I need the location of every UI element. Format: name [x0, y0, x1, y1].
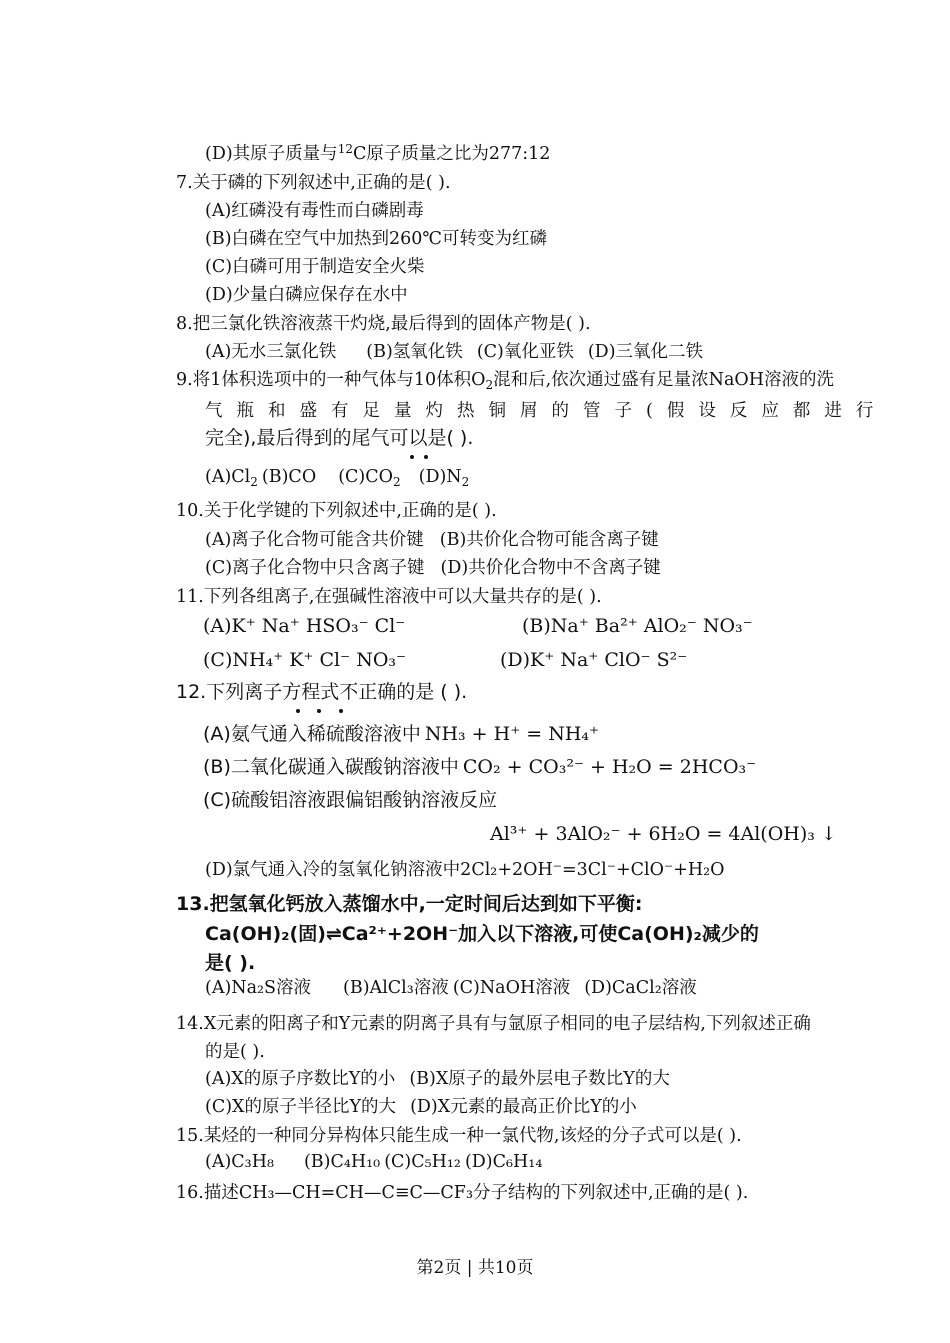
q12-option-b: [203, 755, 756, 779]
q10-option-b: (B)共价化合物可能含离子键: [439, 530, 659, 550]
q10-options-row1: [205, 528, 659, 552]
q12-b-equation: CO₂ + CO₃²⁻ + H₂O = 2HCO₃⁻: [462, 756, 757, 778]
q13-stem-line3: 是( ).: [205, 952, 256, 974]
q10-option-d: (D)共价化合物中不含离子键: [440, 558, 661, 578]
q15-option-c: (C)C₅H₁₂: [384, 1152, 461, 1172]
q11-option-b: (B)Na⁺ Ba²⁺ AlO₂⁻ NO₃⁻: [522, 615, 753, 637]
q9-stem-post: 混和后,依次通过盛有足量浓NaOH溶液的洗: [493, 370, 835, 390]
q10-stem: 10.关于化学键的下列叙述中,正确的是( ).: [176, 501, 497, 521]
q12-option-c-text: (C)硫酸铝溶液跟偏铝酸钠溶液反应: [203, 789, 498, 811]
q13-stem-line1: 13.把氢氧化钙放入蒸馏水中,一定时间后达到如下平衡:: [176, 893, 643, 915]
q15-option-a: (A)C₃H₈: [205, 1152, 274, 1172]
q11-option-c: (C)NH₄⁺ K⁺ Cl⁻ NO₃⁻: [203, 649, 407, 671]
q9-stem-sub: 2: [485, 378, 494, 392]
q13-stem-line2: Ca(OH)₂(固)⇌Ca²⁺+2OH⁻加入以下溶液,可使Ca(OH)₂减少的: [205, 923, 759, 945]
q8-options: [205, 340, 703, 364]
q8-option-c: (C)氧化亚铁: [476, 342, 574, 362]
q15-option-b: (B)C₄H₁₀: [303, 1152, 381, 1172]
q7-option-b: (B)白磷在空气中加热到260℃可转变为红磷: [205, 229, 547, 249]
q14-stem-line2: 的是( ).: [205, 1042, 265, 1062]
q12-b-text: (B)二氧化碳通入碳酸钠溶液中: [203, 756, 459, 778]
q10-option-a: (A)离子化合物可能含共价键: [205, 530, 424, 550]
q7-option-d: (D)少量白磷应保存在水中: [205, 285, 408, 305]
q13-option-b: (B)AlCl₃溶液: [343, 978, 449, 998]
q9-stem: [176, 368, 834, 392]
q9-stem-line3: 完全),最后得到的尾气可以是( ).: [205, 427, 474, 449]
q9-option-c: $(C)CO_2$: [338, 467, 401, 489]
q7-stem: 7.关于磷的下列叙述中,正确的是( ).: [176, 173, 451, 193]
q10-options-row2: [205, 556, 661, 580]
q14-stem-line1: 14.X元素的阳离子和Y元素的阴离子具有与氩原子相同的电子层结构,下列叙述正确: [176, 1014, 811, 1034]
q15-option-d: (D)C₆H₁₄: [464, 1152, 543, 1172]
q8-option-d: (D)三氧化二铁: [587, 342, 704, 362]
emphasis-dot: [410, 455, 414, 459]
q8-stem: 8.把三氯化铁溶液蒸干灼烧,最后得到的固体产物是( ).: [176, 314, 591, 334]
q9-option-a: $(A)Cl_2$: [205, 467, 258, 489]
q14-option-b: (B)X原子的最外层电子数比Y的大: [409, 1069, 670, 1089]
q8-option-b: (B)氢氧化铁: [366, 342, 463, 362]
q9-stem-line2: 气瓶和盛有足量灼热铜屑的管子(假设反应都进行: [205, 401, 888, 421]
q6-d-post: C原子质量之比为277:12: [352, 144, 551, 164]
q9-option-d: $(D)N_2$: [418, 467, 470, 489]
q9-option-b: (B)CO: [261, 467, 317, 487]
q11-stem: 11.下列各组离子,在强碱性溶液中可以大量共存的是( ).: [176, 587, 602, 607]
q12-option-a: [203, 722, 599, 746]
q12-stem: 12.下列离子方程式不正确的是 ( ).: [176, 681, 468, 703]
q14-options-row2: [205, 1095, 637, 1119]
q16-stem: 16.描述CH₃—CH=CH—C≡C—CF₃分子结构的下列叙述中,正确的是( ).: [176, 1183, 749, 1203]
q14-option-d: (D)X元素的最高正价比Y的小: [410, 1097, 637, 1117]
q12-option-c-equation: Al³⁺ + 3AlO₂⁻ + 6H₂O = 4Al(OH)₃ ↓: [490, 823, 837, 845]
q13-option-a: (A)Na₂S溶液: [205, 978, 312, 998]
q13-options: [205, 976, 697, 1000]
q13-option-c: (C)NaOH溶液: [452, 978, 571, 998]
q15-stem: 15.某烃的一种同分异构体只能生成一种一氯代物,该烃的分子式可以是( ).: [176, 1126, 742, 1146]
q7-option-c: (C)白磷可用于制造安全火柴: [205, 257, 425, 277]
page-footer: 第2页 | 共10页: [416, 1258, 534, 1278]
q6-d-pre: (D)其原子质量与: [205, 144, 338, 164]
q9-stem-pre: 9.将1体积选项中的一种气体与10体积O: [176, 370, 486, 390]
q7-option-a: (A)红磷没有毒性而白磷剧毒: [205, 201, 424, 221]
emphasis-dot: [339, 709, 343, 713]
q8-option-a: (A)无水三氯化铁: [205, 342, 337, 362]
q14-options-row1: [205, 1067, 670, 1091]
q10-option-c: (C)离子化合物中只含离子键: [205, 558, 425, 578]
q14-option-a: (A)X的原子序数比Y的小: [205, 1069, 396, 1089]
q12-option-d: (D)氯气通入冷的氢氧化钠溶液中2Cl₂+2OH⁻=3Cl⁻+ClO⁻+H₂O: [205, 860, 725, 880]
q15-options: [205, 1150, 542, 1174]
q14-option-c: (C)X的原子半径比Y的大: [205, 1097, 397, 1117]
q6-d-sup: 12: [337, 142, 353, 156]
q6-option-d: [205, 142, 550, 166]
q9-options: [205, 465, 469, 489]
q12-a-text: (A)氨气通入稀硫酸溶液中: [203, 723, 421, 745]
q11-option-d: (D)K⁺ Na⁺ ClO⁻ S²⁻: [500, 649, 688, 671]
q13-option-d: (D)CaCl₂溶液: [584, 978, 697, 998]
q12-a-equation: NH₃ + H⁺ = NH₄⁺: [424, 723, 600, 745]
emphasis-dot: [296, 709, 300, 713]
q11-option-a: (A)K⁺ Na⁺ HSO₃⁻ Cl⁻: [203, 615, 406, 637]
emphasis-dot: [424, 455, 428, 459]
emphasis-dot: [317, 709, 321, 713]
